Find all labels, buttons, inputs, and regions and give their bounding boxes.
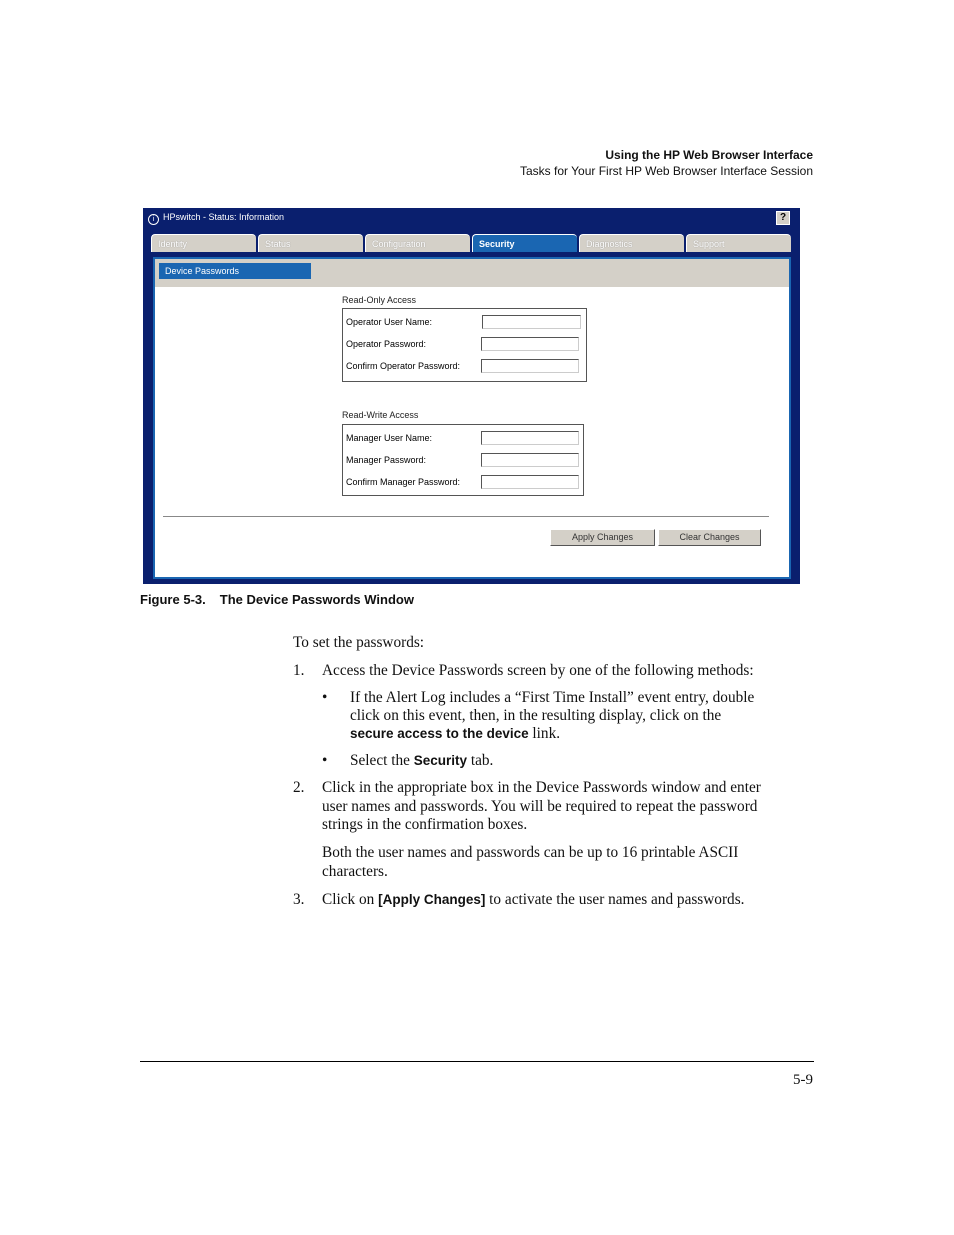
bullet-2-text [350, 752, 493, 771]
tab-status[interactable]: Status [258, 234, 363, 252]
operator-password-field[interactable] [481, 337, 579, 351]
figure-number: Figure 5-3. [140, 592, 206, 607]
confirm-operator-password-field[interactable] [481, 359, 579, 373]
bullet-1-line-1: If the Alert Log includes a “First Time Install” event entry, double [350, 689, 755, 706]
running-header-subtitle: Tasks for Your First HP Web Browser Interface Session [519, 164, 813, 178]
step-1-text: Access the Device Passwords screen by one of the following methods: [322, 662, 754, 679]
read-write-group [342, 424, 584, 496]
bullet-1-line-2: click on this event, then, in the resulting display, click on the [350, 707, 722, 724]
step-2-line-2: user names and passwords. You will be required to repeat the password [322, 798, 758, 815]
tab-security[interactable]: Security [472, 234, 577, 252]
step-3-tail: to activate the user names and passwords. [485, 891, 745, 908]
subtab-bar [155, 259, 789, 287]
step-3-text [322, 891, 744, 910]
manager-user-name-field[interactable] [481, 431, 579, 445]
confirm-manager-password-field[interactable] [481, 475, 579, 489]
tab-diagnostics[interactable]: Diagnostics [579, 234, 684, 252]
manager-password-field[interactable] [481, 453, 579, 467]
divider [163, 516, 769, 518]
tab-configuration[interactable]: Configuration [365, 234, 470, 252]
security-tab-ref: Security [413, 753, 467, 768]
info-icon: i [148, 214, 159, 225]
step-2-note-line-2: characters. [322, 863, 388, 880]
step-3-pre: Click on [322, 891, 379, 908]
bullet-2-pre: Select the [350, 752, 414, 769]
operator-user-name-label: Operator User Name: [346, 317, 433, 327]
help-icon[interactable]: ? [776, 211, 790, 225]
device-passwords-screenshot [143, 208, 800, 584]
manager-password-label: Manager Password: [346, 455, 427, 465]
bullet-2-marker: • [322, 752, 328, 769]
step-2-number: 2. [293, 779, 305, 796]
window-title: HPswitch - Status: Information [163, 212, 285, 222]
bullet-2-tail: tab. [467, 752, 494, 769]
figure-caption [140, 592, 428, 607]
read-only-group-title: Read-Only Access [342, 295, 417, 305]
tab-bar [151, 234, 793, 252]
bullet-1-line-3 [350, 725, 560, 744]
window-titlebar [145, 210, 300, 228]
step-2-line-3: strings in the confirmation boxes. [322, 816, 528, 833]
footer-rule [140, 1061, 814, 1062]
content-panel [153, 257, 791, 579]
step-1-number: 1. [293, 662, 305, 679]
intro-text: To set the passwords: [293, 634, 425, 651]
figure-title: The Device Passwords Window [219, 592, 414, 607]
confirm-manager-password-label: Confirm Manager Password: [346, 477, 461, 487]
bullet-1-marker: • [322, 689, 328, 706]
step-3-number: 3. [293, 891, 305, 908]
page-number: 5-9 [793, 1072, 813, 1088]
confirm-operator-password-label: Confirm Operator Password: [346, 361, 461, 371]
subtab-device-passwords[interactable]: Device Passwords [159, 263, 311, 279]
apply-changes-button[interactable]: Apply Changes [550, 529, 655, 546]
manager-user-name-label: Manager User Name: [346, 433, 433, 443]
tab-identity[interactable]: Identity [151, 234, 256, 252]
operator-password-label: Operator Password: [346, 339, 427, 349]
read-only-group [342, 308, 587, 382]
step-2-line-1: Click in the appropriate box in the Device Passwords window and enter [322, 779, 761, 796]
bullet-1-tail: link. [528, 725, 561, 742]
step-2-note-line-1: Both the user names and passwords can be up to 16 printable ASCII [322, 844, 739, 861]
operator-user-name-field[interactable] [482, 315, 581, 329]
secure-access-link-text: secure access to the device [350, 726, 529, 741]
tab-support[interactable]: Support [686, 234, 791, 252]
read-write-group-title: Read-Write Access [342, 410, 419, 420]
clear-changes-button[interactable]: Clear Changes [658, 529, 761, 546]
running-header-title: Using the HP Web Browser Interface [605, 148, 813, 162]
apply-changes-ref: [Apply Changes] [378, 892, 486, 907]
